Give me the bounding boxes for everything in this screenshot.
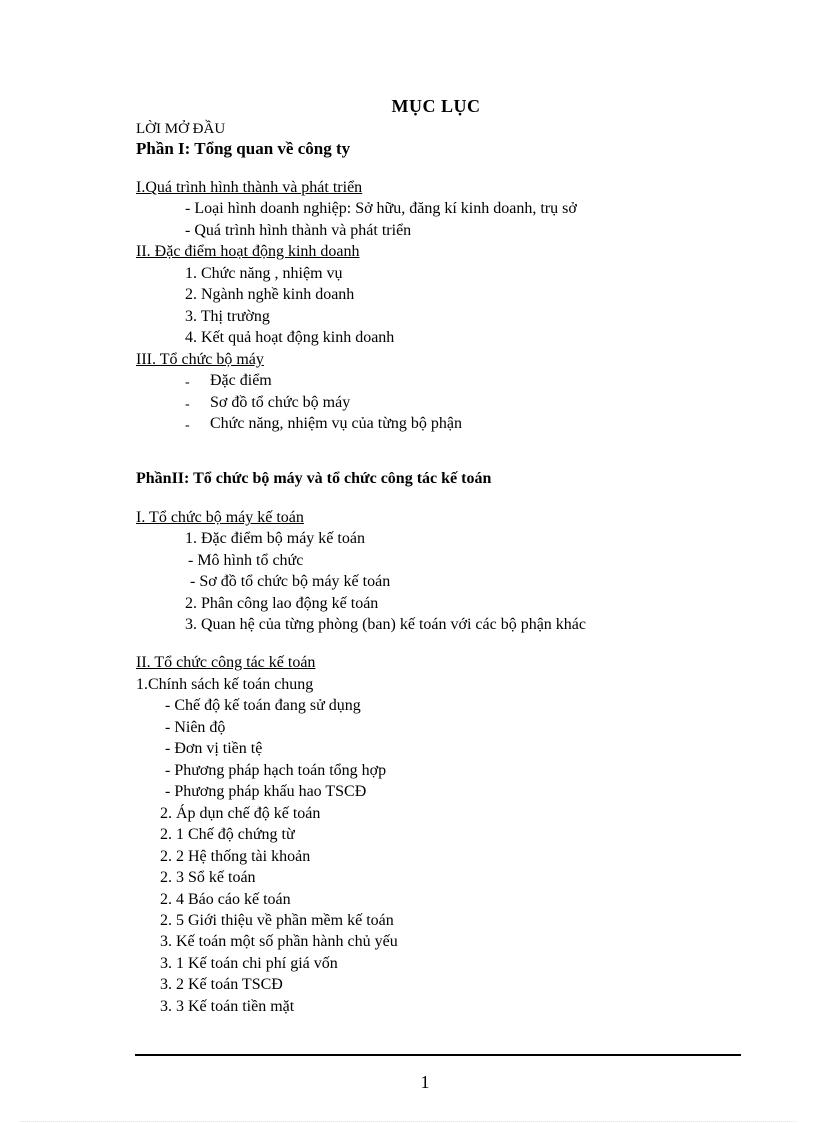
toc-item: 2. Ngành nghề kinh doanh	[185, 286, 355, 303]
toc-item: 4. Kết quả hoạt động kinh doanh	[185, 329, 395, 346]
toc-item: 3. Thị trường	[185, 308, 270, 325]
part1-sec1-heading: I.Quá trình hình thành và phát triển	[136, 179, 363, 196]
bullet-marker: -	[185, 397, 190, 412]
toc-item: - Quá trình hình thành và phát triển	[185, 222, 412, 239]
toc-item: - Chế độ kế toán đang sử dụng	[165, 697, 361, 714]
toc-item: 1. Đặc điểm bộ máy kế toán	[185, 530, 365, 547]
toc-item: - Phương pháp khấu hao TSCĐ	[165, 783, 367, 800]
toc-item: 2. Phân công lao động kế toán	[185, 595, 379, 612]
toc-item: 2. 3 Sổ kế toán	[160, 869, 256, 886]
toc-item: 1.Chính sách kế toán chung	[136, 676, 314, 693]
toc-item: 2. 5 Giới thiệu về phần mềm kế toán	[160, 912, 394, 929]
intro-entry: LỜI MỞ ĐẦU	[136, 121, 226, 137]
part2-sec1-heading: I. Tổ chức bộ máy kế toán	[136, 509, 304, 526]
page-number: 1	[420, 1072, 430, 1092]
page-edge-dots	[20, 1121, 796, 1122]
bullet-marker: -	[185, 375, 190, 390]
part1-sec2-heading: II. Đặc điểm hoạt động kinh doanh	[136, 243, 360, 260]
part2-sec2-heading: II. Tổ chức công tác kế toán	[136, 654, 316, 671]
toc-item: 2. 1 Chế độ chứng từ	[160, 826, 295, 843]
toc-title: MỤC LỤC	[391, 96, 481, 116]
toc-item: - Đơn vị tiền tệ	[165, 740, 263, 757]
toc-item: - Phương pháp hạch toán tổng hợp	[165, 762, 387, 779]
toc-item: 3. 3 Kế toán tiền mặt	[160, 998, 295, 1015]
toc-item: - Niên độ	[165, 719, 226, 736]
toc-item: - Sơ đồ tổ chức bộ máy kế toán	[190, 573, 391, 590]
toc-item: - Mô hình tổ chức	[188, 552, 304, 569]
toc-item: 3. Quan hệ của từng phòng (ban) kế toán với các bộ phận khác	[185, 616, 586, 633]
toc-item: 3. 2 Kế toán TSCĐ	[160, 976, 283, 993]
toc-item: 3. Kế toán một số phần hành chủ yếu	[160, 933, 398, 950]
toc-item: 2. Áp dụn chế độ kế toán	[160, 805, 321, 822]
toc-item: 2. 4 Báo cáo kế toán	[160, 891, 291, 908]
part2-heading: PhầnII: Tổ chức bộ máy và tổ chức công tác kế toán	[136, 470, 492, 487]
footer-rule	[135, 1054, 741, 1056]
part1-sec3-heading: III. Tổ chức bộ máy	[136, 351, 264, 368]
toc-item: Chức năng, nhiệm vụ của từng bộ phận	[210, 415, 462, 432]
bullet-marker: -	[185, 418, 190, 433]
part1-heading: Phần I: Tổng quan về công ty	[136, 139, 351, 158]
toc-item: 2. 2 Hệ thống tài khoản	[160, 848, 311, 865]
toc-item: 3. 1 Kế toán chi phí giá vốn	[160, 955, 338, 972]
toc-item: 1. Chức năng , nhiệm vụ	[185, 265, 343, 282]
toc-item: Sơ đồ tổ chức bộ máy	[210, 394, 351, 411]
toc-item: - Loại hình doanh nghiệp: Sở hữu, đăng kí kinh doanh, trụ sở	[185, 200, 577, 217]
toc-item: Đặc điểm	[210, 372, 272, 389]
